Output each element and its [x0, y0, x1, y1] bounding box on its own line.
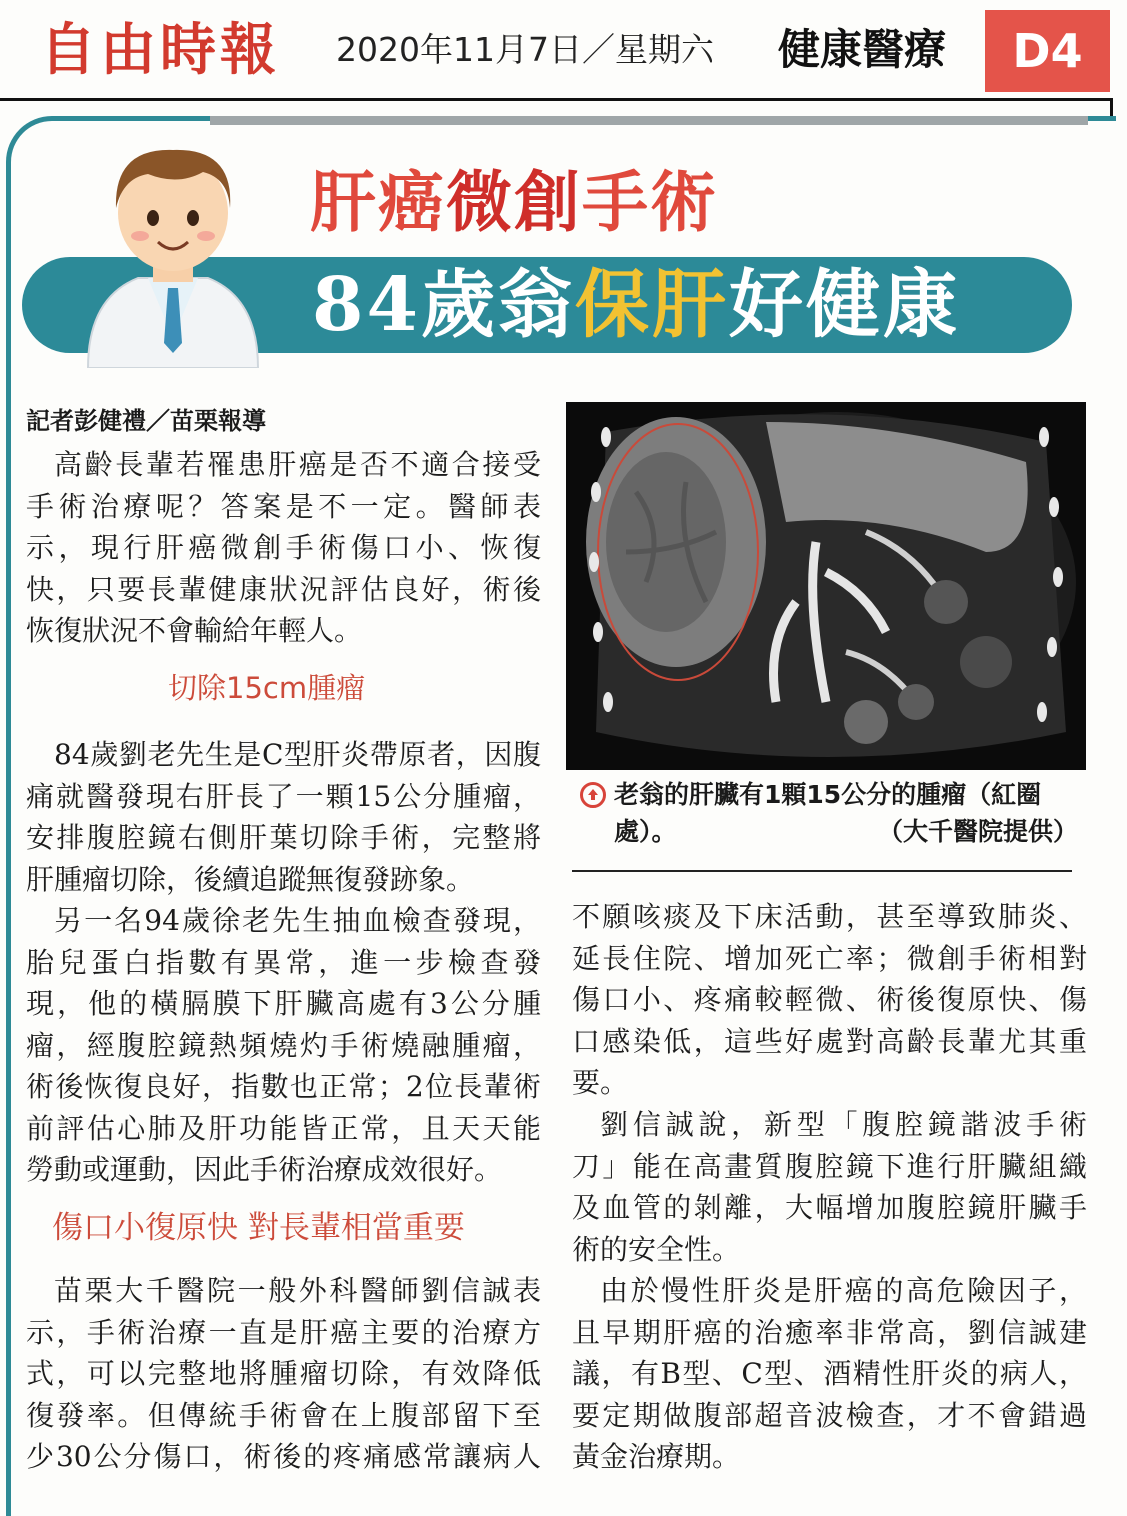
section-name: 健康醫療 — [778, 25, 947, 74]
subheading: 傷口小復原快 對長輩相當重要 — [52, 1210, 465, 1246]
ct-scan-photo — [566, 402, 1086, 770]
headline-part: 肝癌 — [310, 164, 446, 241]
subheading: 切除15cm腫瘤 — [168, 671, 366, 705]
text-line: 肝腫瘤切除，後續追蹤無復發跡象。 — [26, 862, 475, 896]
headline-line-2 — [312, 257, 960, 353]
text-line: 且早期肝癌的治癒率非常高，劉信誠建 — [572, 1315, 1087, 1349]
text-line: 及血管的剝離，大幅增加腹腔鏡肝臟手 — [572, 1191, 1087, 1224]
text-line: 示，手術治療一直是肝癌主要的治療方 — [26, 1315, 541, 1349]
text-line: 84歲劉老先生是C型肝炎帶原者，因腹 — [54, 738, 541, 771]
text-line: 恢復狀況不會輸給年輕人。 — [26, 614, 363, 647]
headline-highlight: 保肝 — [574, 262, 729, 348]
caption-line — [614, 813, 1084, 850]
caption-line: 老翁的肝臟有1顆15公分的腫瘤（紅圈 — [614, 780, 1042, 809]
body-paragraph — [26, 444, 541, 652]
headline-line-1 — [310, 160, 718, 246]
text-line: 黃金治療期。 — [572, 1440, 741, 1473]
header-rule — [0, 98, 1112, 101]
text-line: 要。 — [572, 1066, 629, 1099]
text-line: 延長住院、增加死亡率；微創手術相對 — [572, 941, 1087, 975]
headline-part: 84歲翁 — [312, 262, 575, 348]
text-line: 劉信誠說，新型「腹腔鏡諧波手術 — [600, 1108, 1087, 1141]
body-paragraph — [572, 1270, 1087, 1478]
text-line: 復發率。但傳統手術會在上腹部留下至 — [26, 1398, 541, 1432]
text-line: 式，可以完整地將腫瘤切除，有效降低 — [26, 1357, 541, 1390]
caption-text: 處）。 — [614, 817, 677, 846]
doctor-illustration — [78, 138, 268, 368]
body-paragraph — [26, 734, 541, 900]
photo-caption — [584, 776, 1084, 850]
text-line: 由於慢性肝炎是肝癌的高危險因子， — [600, 1274, 1087, 1307]
text-line: 胎兒蛋白指數有異常，進一步檢查發 — [26, 945, 541, 979]
headline-part: 好健康 — [728, 262, 960, 348]
text-line: 要定期做腹部超音波檢查，才不會錯過 — [572, 1398, 1087, 1432]
newspaper-masthead: 自由時報 — [40, 17, 280, 83]
text-line: 快，只要長輩健康狀況評估良好，術後 — [26, 572, 541, 606]
text-line: 議，有B型、C型、酒精性肝炎的病人， — [572, 1357, 1087, 1390]
text-line: 不願咳痰及下床活動，甚至導致肺炎、 — [572, 900, 1087, 933]
headline-highlight: 微創 — [446, 164, 582, 241]
text-line: 勞動或運動，因此手術治療成效很好。 — [26, 1153, 503, 1186]
text-line: 術的安全性。 — [572, 1232, 741, 1266]
text-line: 痛就醫發現右肝長了一顆15公分腫瘤， — [26, 779, 541, 813]
photo-credit: （大千醫院提供） — [877, 817, 1078, 846]
text-line: 術後恢復良好，指數也正常；2位長輩術 — [26, 1070, 541, 1103]
text-line: 示，現行肝癌微創手術傷口小、恢復 — [26, 531, 541, 564]
text-line: 傷口小、疼痛較輕微、術後復原快、傷 — [572, 983, 1087, 1016]
body-paragraph — [572, 896, 1087, 1104]
text-line: 手術治療呢？答案是不一定。醫師表 — [26, 489, 541, 523]
text-line: 苗栗大千醫院一般外科醫師劉信誠表 — [54, 1274, 541, 1307]
byline: 記者彭健禮／苗栗報導 — [26, 407, 266, 435]
header-rule-tick — [1110, 98, 1113, 118]
text-line: 前評估心肺及肝功能皆正常，且天天能 — [26, 1111, 541, 1145]
issue-date: 2020年11月7日／星期六 — [336, 30, 714, 69]
text-line: 高齡長輩若罹患肝癌是否不適合接受 — [54, 448, 541, 481]
text-line: 瘤，經腹腔鏡熱頻燒灼手術燒融腫瘤， — [26, 1028, 541, 1062]
caption-rule — [572, 870, 1072, 872]
headline-part: 手術 — [582, 164, 718, 241]
frame-top-bar — [210, 116, 1088, 125]
body-paragraph — [26, 1270, 541, 1478]
text-line: 刀」能在高畫質腹腔鏡下進行肝臟組織 — [572, 1149, 1087, 1183]
text-line: 另一名94歲徐老先生抽血檢查發現， — [54, 904, 541, 937]
page-number: D4 — [985, 10, 1110, 92]
body-paragraph — [26, 900, 541, 1191]
text-line: 安排腹腔鏡右側肝葉切除手術，完整將 — [26, 821, 541, 854]
text-line: 現，他的橫膈膜下肝臟高處有3公分腫 — [26, 987, 541, 1020]
text-line: 少30公分傷口，術後的疼痛感常讓病人 — [26, 1440, 541, 1473]
body-paragraph — [572, 1104, 1087, 1270]
text-line: 口感染低，這些好處對高齡長輩尤其重 — [572, 1024, 1087, 1058]
